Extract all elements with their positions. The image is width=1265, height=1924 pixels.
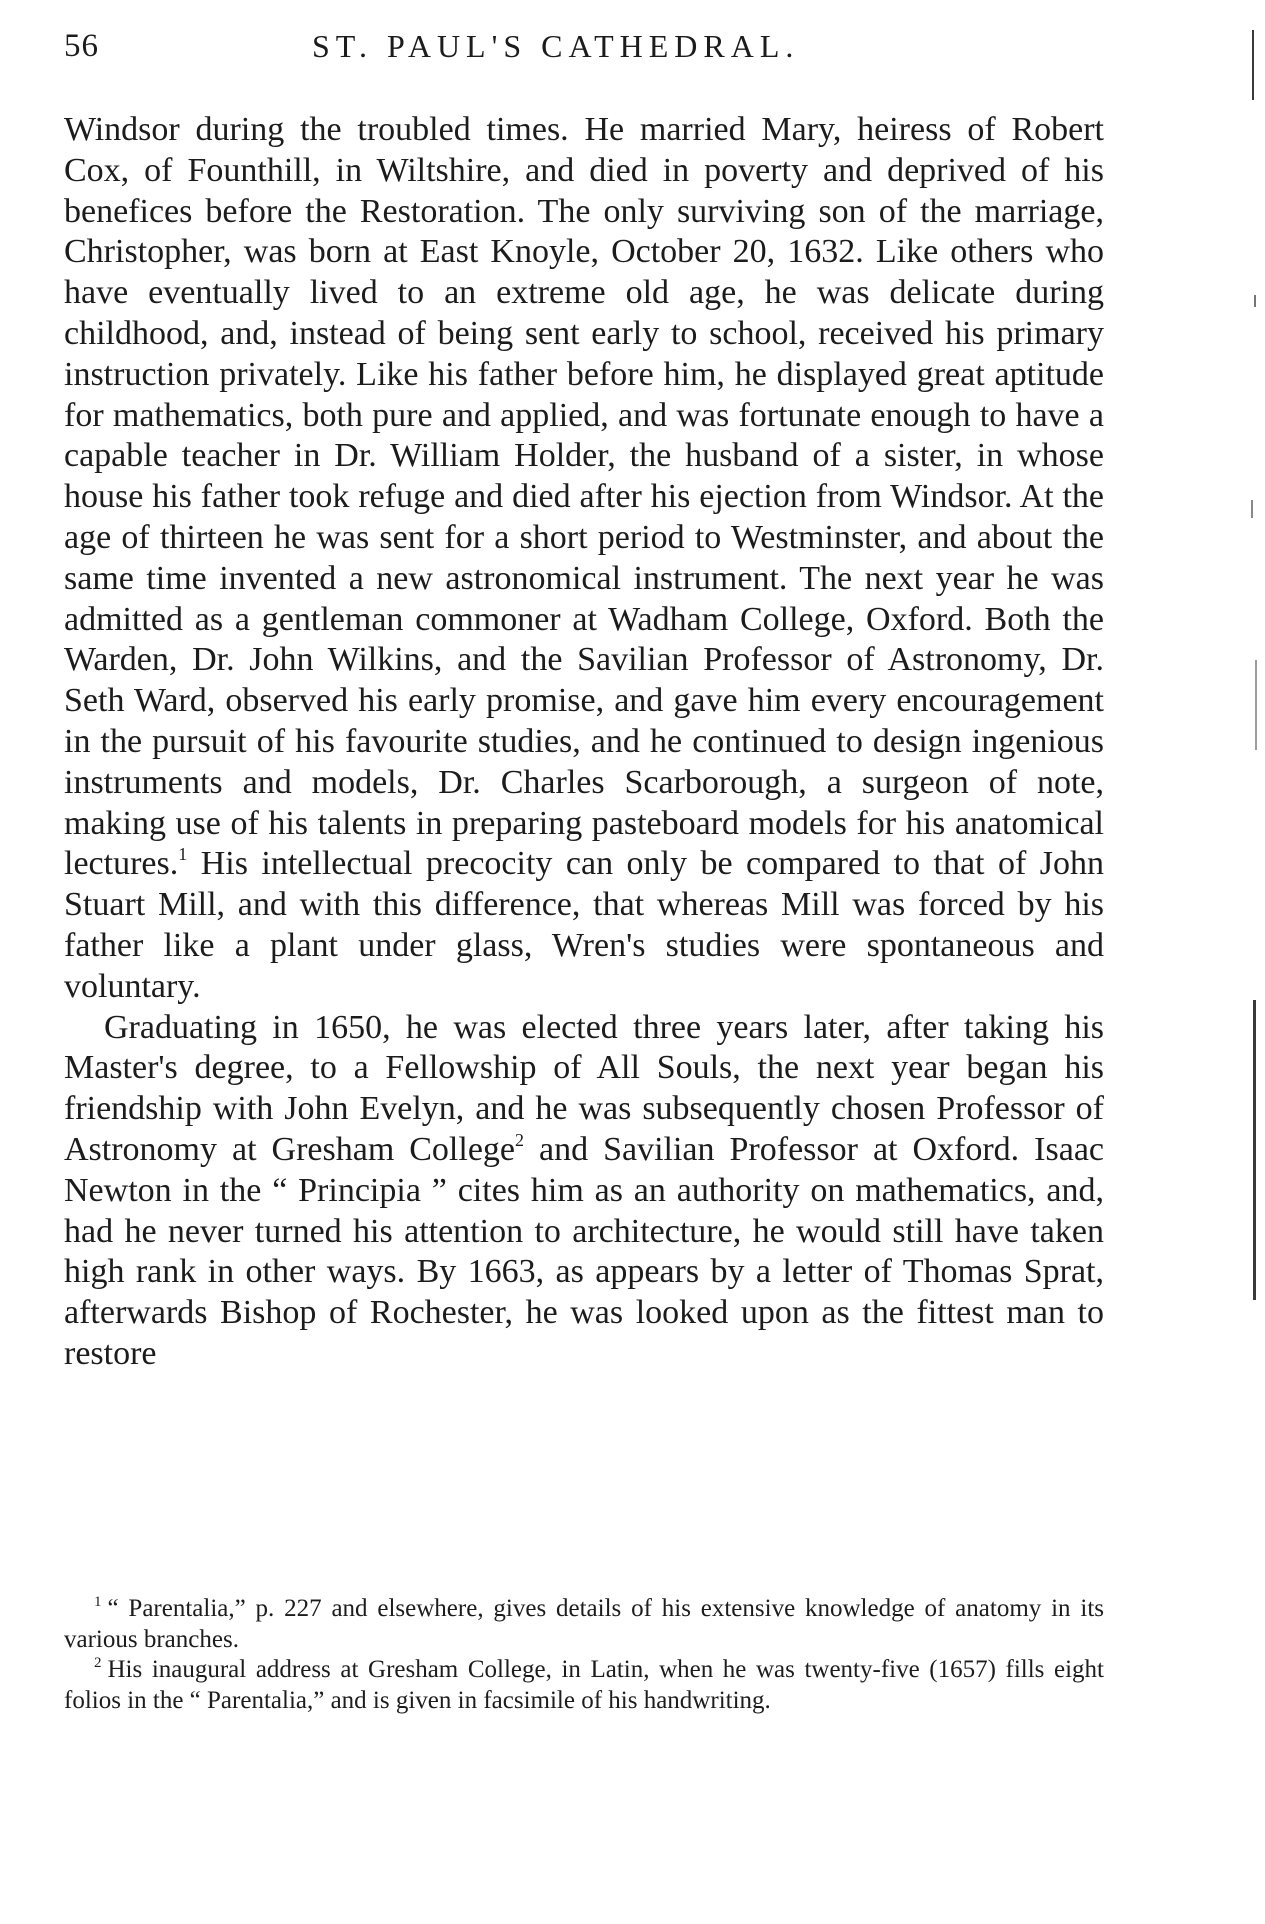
paragraph-2-text-b: and Savilian Professor at Oxford. Isaac Newton in the “ Principia ” cites him as an authority on mathematics, and, had he never turned his attention to architecture, he would still have taken high rank in other ways. By 1663, as appears by a letter of Thomas Sprat, afterwards Bishop of Rochester, he was looked upon as the fittest man to restore (64, 1130, 1104, 1372)
footnote-2-text: His inaugural address at Gresham College, in Latin, when he was twenty-five (1657) fills eight folios in the “ Parentalia,” and is given in facsimile of his handwriting. (64, 1656, 1104, 1714)
page-header (64, 28, 1104, 78)
paragraph-1-text-b: His intellectual precocity can only be compared to that of John Stuart Mill, and with this difference, that whereas Mill was forced by his father like a plant under glass, Wren's studies were spontaneous and voluntary. (64, 845, 1104, 1005)
footnote-1-text: “ Parentalia,” p. 227 and elsewhere, gives details of his extensive knowledge of anatomy in its various branches. (64, 1595, 1104, 1653)
body-text (64, 110, 1104, 1375)
paragraph-1-text-a: Windsor during the troubled times. He married Mary, heiress of Robert Cox, of Founthill, in Wiltshire, and died in poverty and deprived of his benefices before the Restoration. The only surviving son of the marriage, Christopher, was born at East Knoyle, October 20, 1632. Like others who have eventually lived to an extreme old age, he was delicate during childhood, and, instead of being sent early to school, received his primary instruction privately. Like his father before him, he displayed great aptitude for mathematics, both pure and applied, and was fortunate enough to have a capable teacher in Dr. William Holder, the husband of a sister, in whose house his father took refuge and died after his ejection from Windsor. At the age of thirteen he was sent for a short period to Westminster, and about the same time invented a new astronomical instrument. The next year he was admitted as a gentleman commoner at Wadham College, Oxford. Both the Warden, Dr. John Wilkins, and the Savilian Professor of Astronomy, Dr. Seth Ward, observed his early promise, and gave him every encouragement in the pursuit of his favourite studies, and he continued to design ingenious instruments and models, Dr. Charles Scarborough, a surgeon of note, making use of his talents in preparing pasteboard models for his anatomical lectures. (64, 111, 1104, 883)
paragraph-2 (64, 1008, 1104, 1375)
scan-edge-mark (1253, 1000, 1256, 1300)
paragraph-2-text-a: Graduating in 1650, he was elected three years later, after taking his Master's degree, to a Fellowship of All Souls, the next year began his friendship with John Evelyn, and he was subsequently chosen Professor of Astronomy at Gresham College (64, 1008, 1104, 1168)
footnote-1 (64, 1594, 1104, 1655)
footnote-reference-2: 2 (515, 1129, 525, 1150)
footnotes (64, 1594, 1104, 1716)
scan-edge-mark (1252, 30, 1254, 100)
footnote-2 (64, 1655, 1104, 1716)
paragraph-1 (64, 110, 1104, 1008)
footnote-reference-1: 1 (178, 844, 188, 865)
footnote-mark-1: 1 (94, 1594, 102, 1610)
running-title: ST. PAUL'S CATHEDRAL. (312, 28, 800, 64)
scan-edge-mark (1251, 500, 1253, 518)
footnote-mark-2: 2 (94, 1655, 102, 1671)
scan-edge-mark (1254, 295, 1256, 307)
page-number: 56 (64, 28, 99, 64)
scan-edge-mark (1255, 660, 1257, 750)
